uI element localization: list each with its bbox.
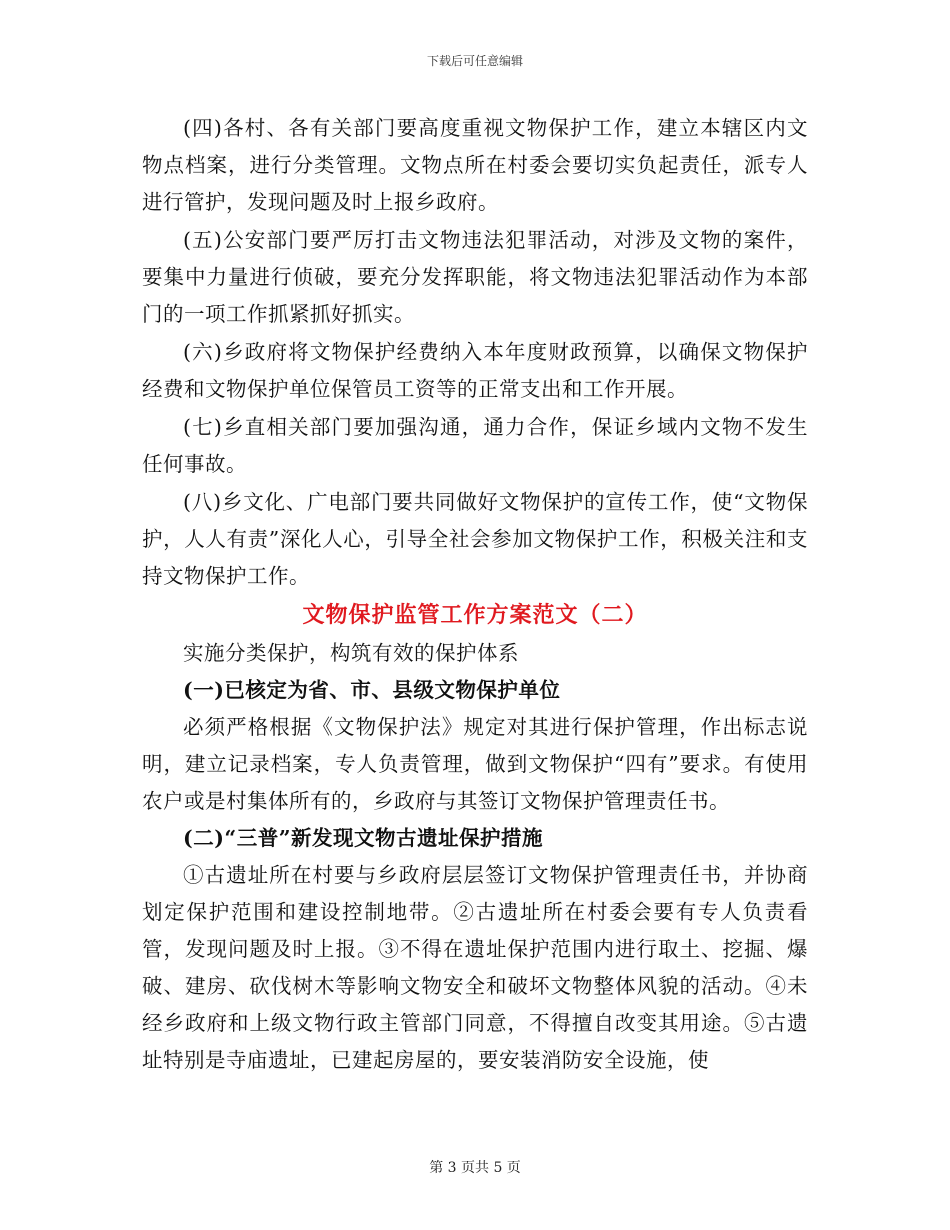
document-body	[142, 110, 808, 1079]
page-number: 第 3 页共 5 页	[429, 1160, 521, 1176]
paragraph-four: (四)各村、各有关部门要高度重视文物保护工作，建立本辖区内文物点档案，进行分类管理。文物点所在村委会要切实负起责任，派专人进行管护，发现问题及时上报乡政府。	[142, 116, 808, 214]
paragraph-six: (六)乡政府将文物保护经费纳入本年度财政预算，以确保文物保护经费和文物保护单位保管员工资等的正常支出和工作开展。	[142, 340, 808, 401]
section-body-two: ①古遗址所在村要与乡政府层层签订文物保护管理责任书，并协商划定保护范围和建设控制地带。②古遗址所在村委会要有专人负责看管，发现问题及时上报。③不得在遗址保护范围内进行取土、挖掘、爆破、建房、砍伐树木等影响文物安全和破坏文物整体风貌的活动。④未经乡政府和上级文物行政主管部门同意，不得擅自改变其用途。⑤古遗址特别是寺庙遗址，已建起房屋的，要安装消防安全设施，使	[142, 863, 808, 1072]
sub-heading-two: (二)“三普”新发现文物古遗址保护措施	[183, 826, 543, 850]
paragraph-five: (五)公安部门要严厉打击文物违法犯罪活动，对涉及文物的案件，要集中力量进行侦破，要充分发挥职能，将文物违法犯罪活动作为本部门的一项工作抓紧抓好抓实。	[142, 228, 808, 326]
sub-heading-one: (一)已核定为省、市、县级文物保护单位	[183, 678, 561, 702]
paragraph-seven: (七)乡直相关部门要加强沟通，通力合作，保证乡域内文物不发生任何事故。	[142, 415, 808, 476]
section-intro: 实施分类保护，构筑有效的保护体系	[183, 641, 519, 665]
paragraph-eight: (八)乡文化、广电部门要共同做好文物保护的宣传工作，使“文物保护，人人有责”深化人心，引导全社会参加文物保护工作，积极关注和支持文物保护工作。	[142, 490, 808, 588]
section-body-one: 必须严格根据《文物保护法》规定对其进行保护管理，作出标志说明，建立记录档案，专人负责管理，做到文物保护“四有”要求。有使用农户或是村集体所有的，乡政府与其签订文物保护管理责任书。	[142, 715, 808, 813]
section-title: 文物保护监管工作方案范文（二）	[302, 602, 648, 628]
page-header: 下载后可任意编辑	[426, 54, 523, 68]
